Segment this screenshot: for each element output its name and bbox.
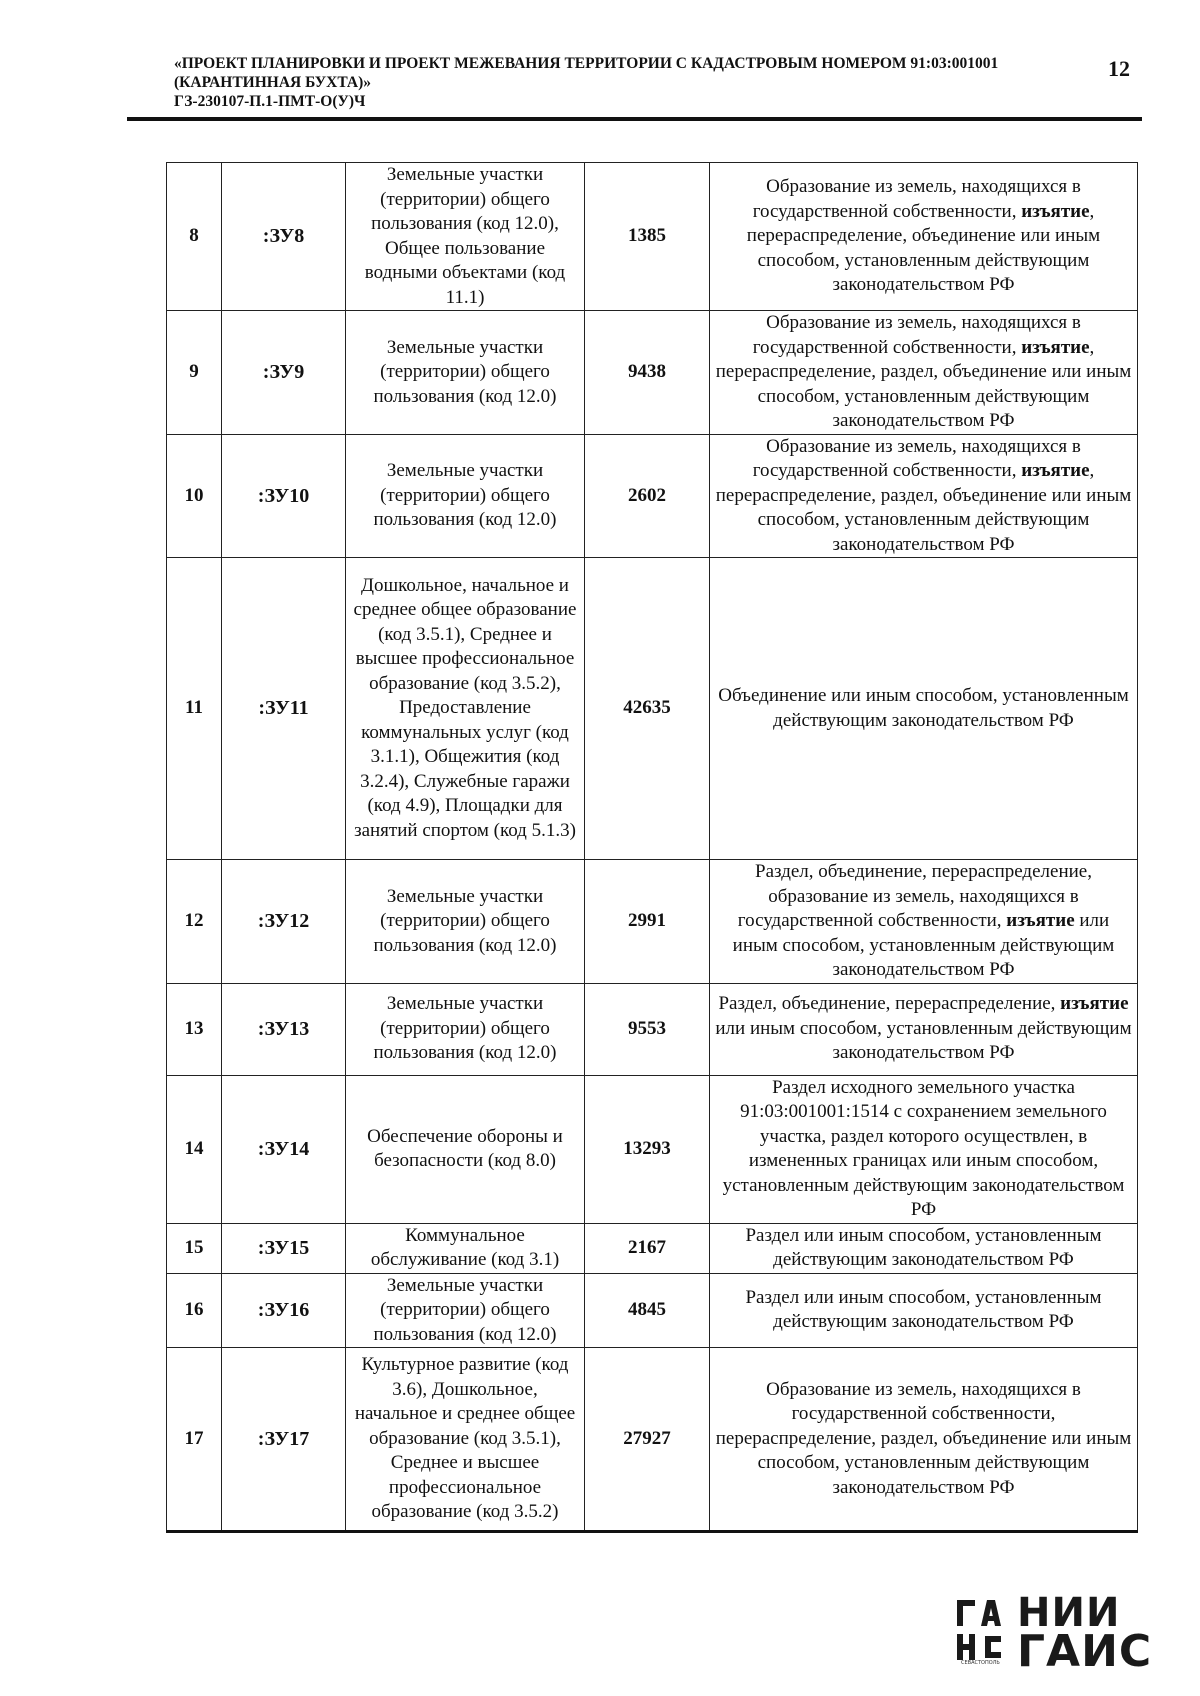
- row-number: 15: [167, 1223, 222, 1273]
- method-text: , перераспределение, раздел, объединение или иным способом, установленным действующим законодательством РФ: [715, 460, 1132, 555]
- table-row: [167, 1075, 1138, 1223]
- plot-designation: :ЗУ12: [222, 860, 346, 984]
- formation-method: [710, 1348, 1138, 1532]
- method-emphasis: изъятие: [1021, 460, 1090, 481]
- method-text: Раздел, объединение, перераспределение, образование из земель, находящихся в государственной собственности,: [737, 861, 1092, 931]
- table-row: [167, 434, 1138, 558]
- method-text: Образование из земель, находящихся в государственной собственности,: [752, 312, 1081, 358]
- formation-method: [710, 1273, 1138, 1348]
- method-text: Раздел, объединение, перераспределение,: [718, 993, 1061, 1015]
- document-header: [174, 54, 1074, 111]
- formation-method: [710, 434, 1138, 558]
- permitted-use: Земельные участки (территории) общего пользования (код 12.0): [346, 434, 585, 558]
- row-number: 14: [167, 1075, 222, 1223]
- formation-method: [710, 1223, 1138, 1273]
- method-text: Раздел или иным способом, установленным действующим законодательством РФ: [745, 1224, 1102, 1270]
- method-text: Раздел исходного земельного участка 91:03:001001:1514 с сохранением земельного участка, раздел которого осуществлен, в измененных границах или иным способом, установленным действующим законодательством РФ: [722, 1076, 1125, 1220]
- permitted-use: Земельные участки (территории) общего пользования (код 12.0): [346, 983, 585, 1075]
- permitted-use: Коммунальное обслуживание (код 3.1): [346, 1223, 585, 1273]
- header-divider: [127, 117, 1142, 121]
- plot-designation: :ЗУ14: [222, 1075, 346, 1223]
- table-row: [167, 163, 1138, 311]
- table-row: [167, 558, 1138, 860]
- method-text: , перераспределение, раздел, объединение или иным способом, установленным действующим законодательством РФ: [715, 336, 1132, 431]
- permitted-use: Дошкольное, начальное и среднее общее образование (код 3.5.1), Среднее и высшее профессиональное образование (код 3.5.2), Предоставление коммунальных услуг (код 3.1.1), Общежития (код 3.2.4), Служебные гаражи (код 4.9), Площадки для занятий спортом (код 5.1.3): [346, 558, 585, 860]
- plot-designation: :ЗУ16: [222, 1273, 346, 1348]
- formation-method: [710, 558, 1138, 860]
- company-logo: [955, 1590, 1153, 1677]
- method-text: , перераспределение, объединение или иным способом, установленным действующим законодательством РФ: [746, 200, 1101, 296]
- method-text: Образование из земель, находящихся в государственной собственности,: [752, 176, 1081, 222]
- row-number: 8: [167, 163, 222, 311]
- plot-area: 2991: [585, 860, 710, 984]
- logo-text-gais: ГАИС: [1017, 1626, 1153, 1677]
- logo-mark-icon: [955, 1596, 1011, 1668]
- header-document-code: ГЗ-230107-П.1-ПМТ-О(У)Ч: [174, 93, 366, 110]
- permitted-use: Земельные участки (территории) общего пользования (код 12.0): [346, 860, 585, 984]
- row-number: 9: [167, 311, 222, 435]
- formation-method: [710, 983, 1138, 1075]
- permitted-use: Земельные участки (территории) общего пользования (код 12.0): [346, 1273, 585, 1348]
- plot-area: 9553: [585, 983, 710, 1075]
- formation-method: [710, 1075, 1138, 1223]
- row-number: 10: [167, 434, 222, 558]
- table-row: [167, 1273, 1138, 1348]
- table-row: [167, 1223, 1138, 1273]
- formation-method: [710, 163, 1138, 311]
- permitted-use: Культурное развитие (код 3.6), Дошкольное, начальное и среднее общее образование (код 3.5.1), Среднее и высшее профессиональное образование (код 3.5.2): [346, 1348, 585, 1532]
- plot-designation: :ЗУ9: [222, 311, 346, 435]
- permitted-use: Земельные участки (территории) общего пользования (код 12.0), Общее пользование водными объектами (код 11.1): [346, 163, 585, 311]
- permitted-use: Обеспечение обороны и безопасности (код 8.0): [346, 1075, 585, 1223]
- method-text: или иным способом, установленным действующим законодательством РФ: [715, 1017, 1132, 1064]
- table-row: [167, 311, 1138, 435]
- method-emphasis: изъятие: [1021, 336, 1090, 358]
- method-text: Образование из земель, находящихся в государственной собственности,: [752, 435, 1081, 481]
- table-row: [167, 983, 1138, 1075]
- formation-method: [710, 860, 1138, 984]
- plot-designation: :ЗУ15: [222, 1223, 346, 1273]
- plot-area: 9438: [585, 311, 710, 435]
- header-title-line-2: (КАРАНТИННАЯ БУХТА)»: [174, 74, 372, 91]
- land-plots-table: [166, 162, 1138, 1533]
- row-number: 17: [167, 1348, 222, 1532]
- method-text: Образование из земель, находящихся в государственной собственности, перераспределение, раздел, объединение или иным способом, установленным действующим законодательством РФ: [715, 1378, 1132, 1498]
- row-number: 13: [167, 983, 222, 1075]
- table-row: [167, 860, 1138, 984]
- row-number: 16: [167, 1273, 222, 1348]
- permitted-use: Земельные участки (территории) общего пользования (код 12.0): [346, 311, 585, 435]
- row-number: 12: [167, 860, 222, 984]
- plot-area: 42635: [585, 558, 710, 860]
- method-emphasis: изъятие: [1006, 910, 1075, 931]
- plot-designation: :ЗУ11: [222, 558, 346, 860]
- plot-designation: :ЗУ8: [222, 163, 346, 311]
- header-title-line-1: «ПРОЕКТ ПЛАНИРОВКИ И ПРОЕКТ МЕЖЕВАНИЯ ТЕРРИТОРИИ С КАДАСТРОВЫМ НОМЕРОМ 91:03:001001: [174, 55, 999, 72]
- method-emphasis: изъятие: [1060, 993, 1129, 1015]
- logo-text-nii: НИИ: [1017, 1590, 1121, 1636]
- method-text: Раздел или иным способом, установленным действующим законодательством РФ: [745, 1286, 1102, 1333]
- plot-area: 2602: [585, 434, 710, 558]
- row-number: 11: [167, 558, 222, 860]
- plot-area: 2167: [585, 1223, 710, 1273]
- plot-area: 27927: [585, 1348, 710, 1532]
- plot-area: 1385: [585, 163, 710, 311]
- plot-area: 4845: [585, 1273, 710, 1348]
- plot-designation: :ЗУ10: [222, 434, 346, 558]
- plot-designation: :ЗУ13: [222, 983, 346, 1075]
- page-number: 12: [1108, 56, 1130, 81]
- plot-designation: :ЗУ17: [222, 1348, 346, 1532]
- method-emphasis: изъятие: [1021, 200, 1090, 222]
- logo-caption: СЕВАСТОПОЛЬ: [961, 1660, 1000, 1666]
- table-row: [167, 1348, 1138, 1532]
- plot-area: 13293: [585, 1075, 710, 1223]
- method-text: или иным способом, установленным действующим законодательством РФ: [732, 910, 1115, 980]
- formation-method: [710, 311, 1138, 435]
- method-text: Объединение или иным способом, установленным действующим законодательством РФ: [718, 685, 1129, 731]
